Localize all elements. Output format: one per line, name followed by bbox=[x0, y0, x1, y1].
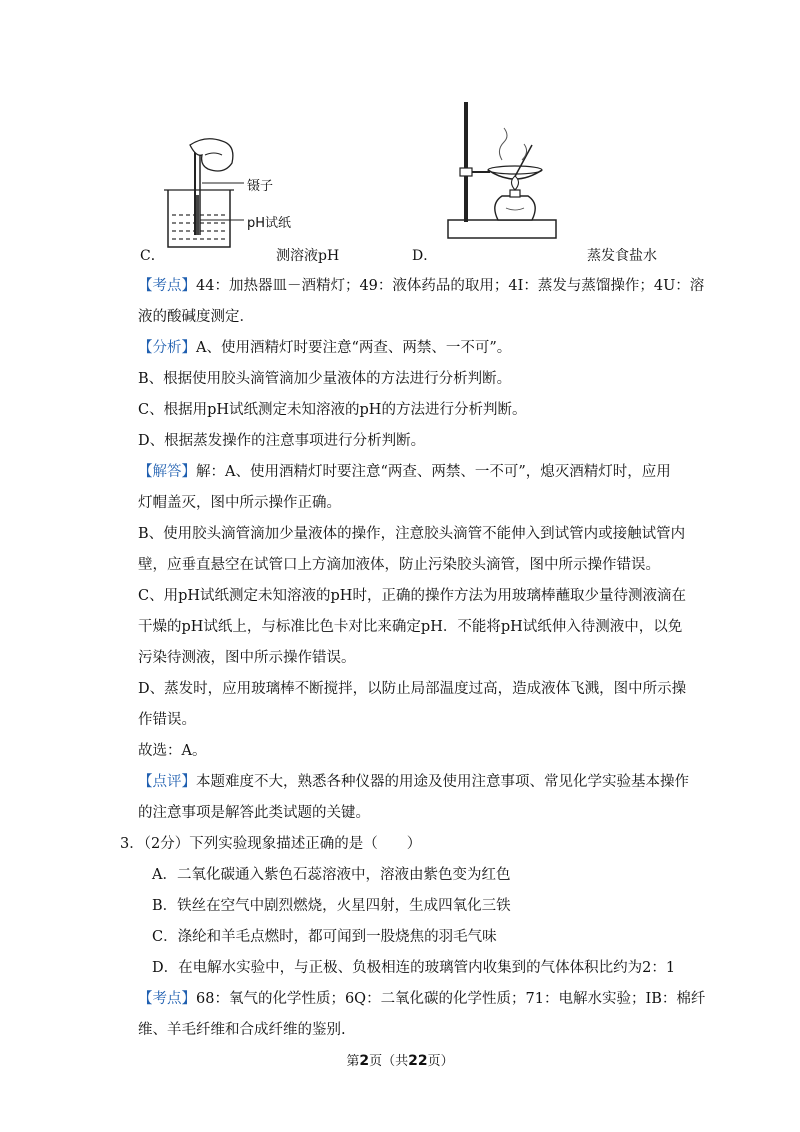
ph-paper-label: pH试纸 bbox=[247, 216, 292, 231]
q3-kaodian-line-2: 维、羊毛纤维和合成纤维的鉴别. bbox=[138, 1022, 346, 1038]
q2-kaodian-tag: 【考点】 bbox=[138, 278, 196, 294]
q3-option-a: A．二氧化碳通入紫色石蕊溶液中，溶液由紫色变为红色 bbox=[152, 867, 511, 883]
q2-jieda-c3: 污染待测液，图中所示操作错误。 bbox=[138, 650, 356, 666]
q2-kaodian-text-1: 44：加热器皿－酒精灯；49：液体药品的取用；4I：蒸发与蒸馏操作；4U：溶 bbox=[196, 278, 705, 294]
q2-dianping-tag: 【点评】 bbox=[138, 774, 196, 790]
q3-kaodian-text-1: 68：氧气的化学性质；6Q：二氧化碳的化学性质；71：电解水实验；IB：棉纤 bbox=[196, 991, 706, 1007]
option-c-label: C． bbox=[140, 248, 165, 264]
figure-area bbox=[130, 95, 690, 270]
q2-dianping-text-1: 本题难度不大，熟悉各种仪器的用途及使用注意事项、常见化学实验基本操作 bbox=[196, 774, 689, 790]
option-c-caption: 测溶液pH bbox=[276, 248, 340, 264]
q2-fenxi-tag: 【分析】 bbox=[138, 340, 196, 356]
option-d-caption: 蒸发食盐水 bbox=[587, 248, 657, 264]
option-d-label: D． bbox=[412, 248, 438, 264]
q2-jieda-c2: 干燥的pH试纸上，与标准比色卡对比来确定pH．不能将pH试纸伸入待测液中，以免 bbox=[138, 619, 683, 635]
q2-jieda-line-2: 灯帽盖灭，图中所示操作正确。 bbox=[138, 495, 341, 511]
q2-jieda-d2: 作错误。 bbox=[138, 712, 196, 728]
q2-jieda-d1: D、蒸发时，应用玻璃棒不断搅拌，以防止局部温度过高，造成液体飞溅，图中所示操 bbox=[138, 681, 687, 697]
evaporation-illustration bbox=[440, 100, 560, 250]
q3-kaodian-line-1 bbox=[138, 988, 705, 1010]
q2-fenxi-b: B、根据使用胶头滴管滴加少量液体的方法进行分析判断。 bbox=[138, 371, 512, 387]
q3-stem: 3．（2分）下列实验现象描述正确的是（ ） bbox=[120, 836, 422, 852]
tweezers-label: 镊子 bbox=[247, 179, 274, 194]
q2-fenxi-line-1 bbox=[138, 337, 511, 359]
q2-jieda-b1: B、使用胶头滴管滴加少量液体的操作，注意胶头滴管不能伸入到试管内或接触试管内 bbox=[138, 526, 686, 542]
q2-jieda-text-1: 解：A、使用酒精灯时要注意“两查、两禁、一不可”，熄灭酒精灯时，应用 bbox=[196, 464, 671, 480]
footer-page-number: 2 bbox=[359, 1053, 370, 1069]
q2-fenxi-text-1: A、使用酒精灯时要注意“两查、两禁、一不可”。 bbox=[196, 340, 512, 356]
footer-post: 页） bbox=[427, 1054, 454, 1069]
q2-jieda-b2: 壁，应垂直悬空在试管口上方滴加液体，防止污染胶头滴管，图中所示操作错误。 bbox=[138, 557, 660, 573]
q2-fenxi-d: D、根据蒸发操作的注意事项进行分析判断。 bbox=[138, 433, 426, 449]
q3-option-b: B．铁丝在空气中剧烈燃烧，火星四射，生成四氧化三铁 bbox=[152, 898, 511, 914]
q3-option-c: C．涤纶和羊毛点燃时，都可闻到一股烧焦的羽毛气味 bbox=[152, 929, 497, 945]
q3-option-d: D．在电解水实验中，与正极、负极相连的玻璃管内收集到的气体体积比约为2：1 bbox=[152, 960, 676, 976]
ph-test-illustration bbox=[160, 135, 280, 255]
footer-pre: 第 bbox=[346, 1054, 360, 1069]
q2-jieda-tag: 【解答】 bbox=[138, 464, 196, 480]
footer-total-pages: 22 bbox=[408, 1053, 428, 1069]
q2-jieda-c1: C、用pH试纸测定未知溶液的pH时，正确的操作方法为用玻璃棒蘸取少量待测液滴在 bbox=[138, 588, 686, 604]
page-footer bbox=[0, 1050, 800, 1069]
q2-dianping-line-2: 的注意事项是解答此类试题的关键。 bbox=[138, 805, 370, 821]
q2-dianping-line-1 bbox=[138, 771, 689, 793]
q2-answer: 故选：A。 bbox=[138, 743, 207, 759]
footer-mid: 页（共 bbox=[369, 1054, 409, 1069]
q2-fenxi-c: C、根据用pH试纸测定未知溶液的pH的方法进行分析判断。 bbox=[138, 402, 527, 418]
q2-kaodian-line-1 bbox=[138, 275, 704, 297]
q2-jieda-line-1 bbox=[138, 461, 671, 483]
q2-kaodian-line-2: 液的酸碱度测定． bbox=[138, 309, 254, 325]
q3-kaodian-tag: 【考点】 bbox=[138, 991, 196, 1007]
